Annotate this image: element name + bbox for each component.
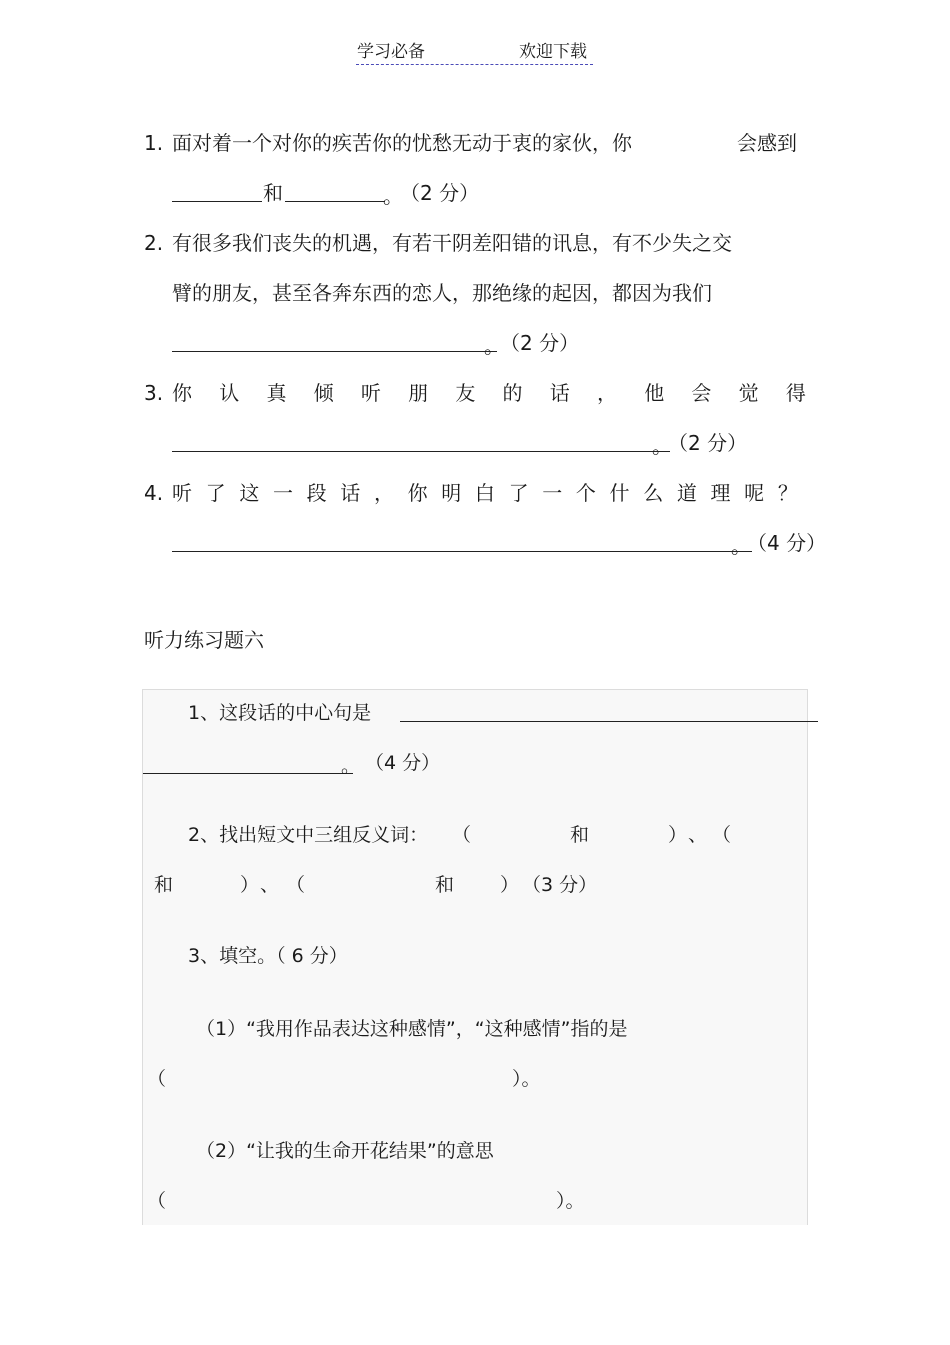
box-q3-1-close: ）。: [512, 1068, 541, 1090]
section-title: 听力练习题六: [144, 628, 264, 652]
q2-line-1: 有很多我们丧失的机遇，有若干阴差阳错的讯息，有不少失之交: [172, 231, 732, 255]
q3-char: 得: [785, 381, 806, 405]
box-q2-close-3: ）: [500, 874, 520, 896]
q4-char: 明: [441, 481, 462, 505]
q3-text: [172, 383, 806, 403]
q4-char: 这: [239, 481, 260, 505]
q2-line-2: 臂的朋友，甚至各奔东西的恋人，那绝缘的起因，都因为我们: [172, 281, 712, 305]
q2-score: （2 分）: [500, 331, 580, 355]
q1-period: 。: [383, 184, 403, 208]
q4-char: ，: [373, 481, 394, 505]
box-q1-score: （4 分）: [365, 752, 441, 774]
q1-text-b: 会感到: [737, 131, 797, 155]
box-q3-2-text: （2）“让我的生命开花结果”的意思: [196, 1140, 494, 1162]
q4-char: 个: [575, 481, 596, 505]
q1-and: 和: [263, 181, 283, 205]
box-q2-sep-1: 、: [688, 824, 708, 846]
box-q1-blank-1: [400, 721, 818, 722]
box-q2-open-1: （: [452, 824, 472, 846]
box-q2-open-2: （: [712, 824, 732, 846]
box-q2-and-2: 和: [154, 874, 174, 896]
box-q2-sep-2: 、: [260, 874, 280, 896]
q4-char: 你: [407, 481, 428, 505]
q3-char: 你: [172, 381, 192, 405]
q3-char: 倾: [313, 381, 334, 405]
q3-blank: [172, 451, 670, 452]
box-q3-1-open: （: [147, 1068, 167, 1090]
q3-char: 朋: [408, 381, 429, 405]
box-q2-close-2: ）: [240, 874, 260, 896]
box-q3-1-text: （1）“我用作品表达这种感情”，“这种感情”指的是: [196, 1018, 628, 1040]
q4-char: 听: [172, 481, 192, 505]
q4-period: 。: [731, 534, 751, 558]
q3-char: 友: [455, 381, 476, 405]
q3-score: （2 分）: [668, 431, 748, 455]
q4-char: 一: [542, 481, 563, 505]
q3-char: 认: [219, 381, 240, 405]
q4-number: 4.: [144, 481, 164, 505]
box-q2-text: 2、找出短文中三组反义词：: [188, 824, 429, 846]
q3-char: ，: [596, 381, 617, 405]
q1-blank-2: [285, 201, 385, 202]
box-q3-2-open: （: [147, 1190, 167, 1212]
q4-char: ？: [777, 481, 798, 505]
box-q3-text: 3、填空。（ 6 分）: [188, 945, 348, 967]
header-dashed-underline: [356, 64, 593, 65]
box-q2-and-1: 和: [570, 824, 590, 846]
box-q1-period: 。: [341, 755, 361, 777]
q2-period: 。: [484, 334, 504, 358]
q4-char: 了: [508, 481, 529, 505]
q4-text: [172, 483, 798, 503]
box-q2-close-1: ）: [668, 824, 688, 846]
q1-score: （2 分）: [400, 181, 480, 205]
q4-char: 话: [340, 481, 361, 505]
q4-char: 理: [710, 481, 731, 505]
box-q2-score: （3 分）: [522, 874, 598, 896]
box-q1-text: 1、这段话的中心句是: [188, 702, 372, 724]
box-q2-open-3: （: [286, 874, 306, 896]
q4-char: 了: [205, 481, 226, 505]
q4-char: 什: [609, 481, 630, 505]
q1-number: 1.: [144, 131, 164, 155]
q4-char: 一: [272, 481, 293, 505]
q4-char: 呢: [744, 481, 765, 505]
q4-char: 段: [306, 481, 327, 505]
q4-char: 道: [676, 481, 697, 505]
q3-char: 觉: [738, 381, 759, 405]
q4-char: 么: [643, 481, 664, 505]
q3-period: 。: [652, 434, 672, 458]
q4-blank: [172, 551, 752, 552]
q2-number: 2.: [144, 231, 164, 255]
q3-char: 话: [549, 381, 570, 405]
q3-char: 会: [691, 381, 712, 405]
box-q2-and-3: 和: [435, 874, 455, 896]
box-q3-2-close: ）。: [556, 1190, 585, 1212]
q1-blank-1: [172, 201, 262, 202]
header-left: 学习必备: [357, 42, 425, 62]
q4-score: （4 分）: [747, 531, 827, 555]
q1-text-a: 面对着一个对你的疾苦你的忧愁无动于衷的家伙，你: [172, 131, 632, 155]
header-right: 欢迎下载: [519, 42, 587, 62]
q3-char: 他: [644, 381, 665, 405]
q3-char: 真: [266, 381, 287, 405]
q3-char: 的: [502, 381, 523, 405]
q2-blank: [172, 351, 497, 352]
q4-char: 白: [474, 481, 495, 505]
q3-char: 听: [360, 381, 381, 405]
q3-number: 3.: [144, 381, 164, 405]
box-q1-blank-2: [143, 773, 353, 774]
